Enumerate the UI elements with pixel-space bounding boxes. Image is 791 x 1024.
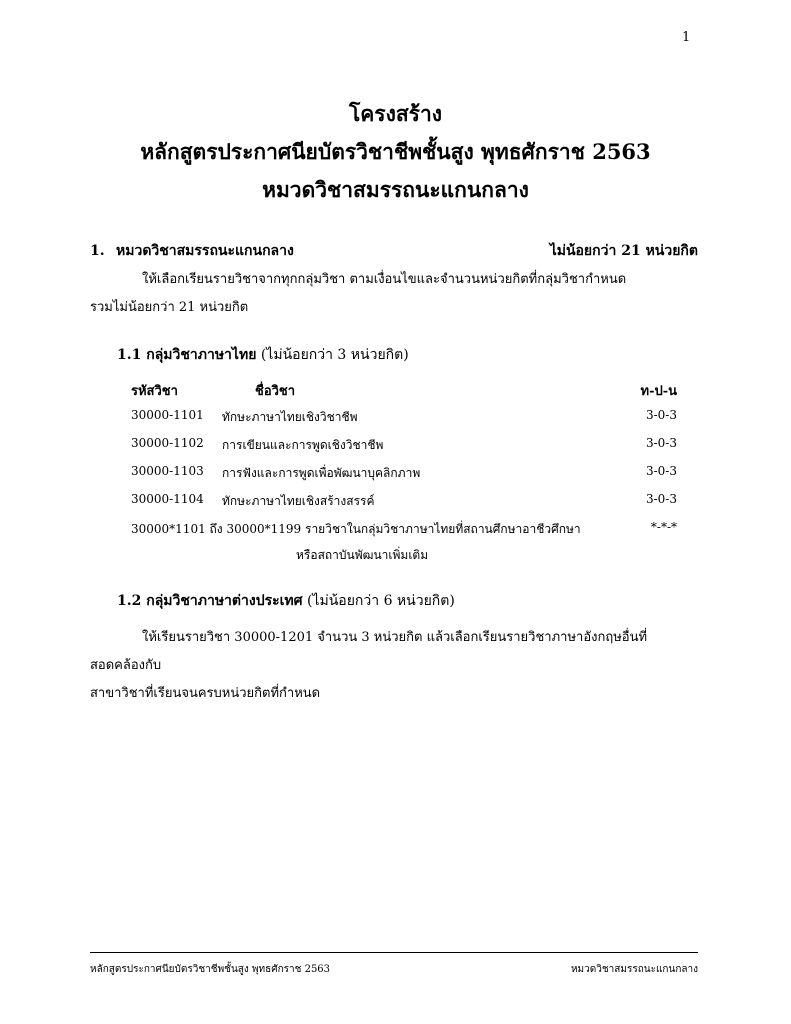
course-code: 30000-1104 (131, 492, 204, 506)
table-row (0, 464, 791, 492)
section-1-1-note: (ไม่น้อยกว่า 3 หน่วยกิต) (260, 347, 409, 363)
table-row (0, 408, 791, 436)
footer-right: หมวดวิชาสมรรถนะแกนกลาง (570, 964, 698, 975)
course-name: การเขียนและการพูดเชิงวิชาชีพ (222, 438, 384, 452)
title-block (0, 95, 791, 209)
section-1-1-heading (117, 344, 409, 366)
section-1-2-paragraph (90, 624, 698, 708)
section-1-2-para-line-2: สาขาวิชาที่เรียนจนครบหน่วยกิตที่กำหนด (90, 686, 321, 701)
table-row (0, 492, 791, 520)
course-range: 30000*1101 ถึง 30000*1199 รายวิชาในกลุ่มวิชาภาษาไทยที่สถานศึกษาอาชีวศึกษา (131, 522, 581, 536)
course-code: 30000-1102 (131, 436, 204, 450)
section-1-1-title: 1.1 กลุ่มวิชาภาษาไทย (117, 347, 257, 363)
course-name: การฟังและการพูดเพื่อพัฒนาบุคลิกภาพ (222, 466, 421, 480)
section-1-paragraph (90, 266, 698, 322)
course-code: 30000-1101 (131, 408, 204, 422)
section-1-title: หมวดวิชาสมรรถนะแกนกลาง (116, 243, 294, 259)
section-1-credits: ไม่น้อยกว่า 21 หน่วยกิต (549, 243, 698, 259)
header-hours: ท-ป-น (640, 384, 677, 399)
section-1-heading (90, 240, 698, 262)
course-code: 30000-1103 (131, 464, 204, 478)
course-hours: 3-0-3 (645, 408, 677, 422)
course-name: ทักษะภาษาไทยเชิงสร้างสรรค์ (222, 494, 375, 508)
course-hours: 3-0-3 (645, 436, 677, 450)
section-1-2-heading (117, 590, 455, 612)
footer-divider (90, 952, 698, 953)
footer-left: หลักสูตรประกาศนียบัตรวิชาชีพชั้นสูง พุทธศักราช 2563 (90, 964, 331, 975)
table-header (0, 380, 791, 408)
section-1-2-title: 1.2 กลุ่มวิชาภาษาต่างประเทศ (117, 593, 303, 609)
range-hours: *-*-* (650, 520, 677, 534)
course-name: ทักษะภาษาไทยเชิงวิชาชีพ (222, 410, 358, 424)
section-1-number: 1. (90, 243, 105, 259)
section-1-para-line-2: รวมไม่น้อยกว่า 21 หน่วยกิต (90, 300, 249, 315)
section-1-2-note: (ไม่น้อยกว่า 6 หน่วยกิต) (307, 593, 455, 609)
table-row (0, 436, 791, 464)
section-1-2-para-line-1: ให้เรียนรายวิชา 30000-1201 จำนวน 3 หน่วยกิต แล้วเลือกเรียนรายวิชาภาษาอังกฤษอื่นที่สอดคล้องกับ (90, 630, 648, 673)
range-continuation: หรือสถาบันพัฒนาเพิ่มเติม (296, 548, 429, 562)
title-line-2: หลักสูตรประกาศนียบัตรวิชาชีพชั้นสูง พุทธศักราช 2563 (140, 139, 651, 164)
course-hours: 3-0-3 (645, 492, 677, 506)
section-1-para-line-1: ให้เลือกเรียนรายวิชาจากทุกกลุ่มวิชา ตามเงื่อนไขและจำนวนหน่วยกิตที่กลุ่มวิชากำหนด (142, 272, 627, 287)
title-line-3: หมวดวิชาสมรรถนะแกนกลาง (262, 177, 529, 202)
table-range-row (0, 520, 791, 548)
title-line-1: โครงสร้าง (348, 101, 442, 126)
header-name: ชื่อวิชา (255, 384, 296, 399)
header-code: รหัสวิชา (131, 384, 178, 399)
course-hours: 3-0-3 (645, 464, 677, 478)
table-range-continuation (0, 546, 791, 574)
page-number: 1 (682, 30, 691, 45)
